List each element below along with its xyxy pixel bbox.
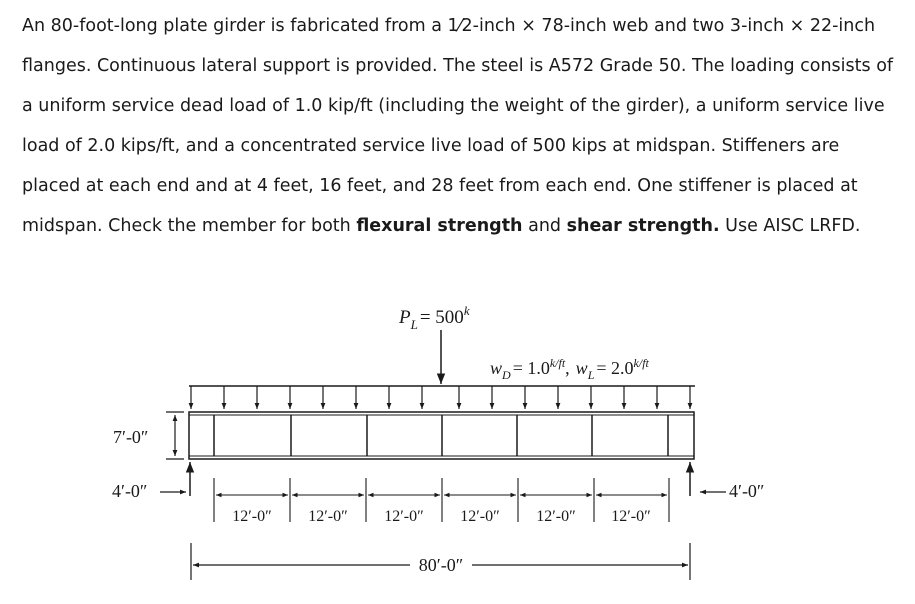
panel-label: 12′-0″: [536, 508, 576, 525]
flexural-strength-emphasis: flexural strength: [356, 216, 523, 236]
panel-label: 12′-0″: [232, 508, 272, 525]
distributed-load-arrows: [189, 386, 695, 409]
panel-label: 12′-0″: [460, 508, 500, 525]
span-label: 80′-0″: [418, 555, 464, 575]
panel-label: 12′-0″: [308, 508, 348, 525]
shear-strength-emphasis: shear strength.: [566, 216, 720, 236]
point-load-label: $P_L = 500^k$: [399, 303, 470, 332]
panel-dimension-lines: [214, 478, 669, 522]
problem-text-2: and: [522, 216, 567, 236]
girder-elevation: [189, 412, 694, 459]
right-end-distance-label: 4′-0″: [729, 481, 765, 501]
problem-text-3: Use AISC LRFD.: [719, 216, 861, 236]
problem-text-1: An 80-foot-long plate girder is fabricated from a 1⁄2-inch × 78-inch web and two 3-inch × 22-inch flanges. Continuous lateral support is provided. The steel is A572 Grade 50. The loading consists of a uniform service dead load of 1.0 kip/ft (including the weight of the girder), a uniform service live load of 2.0 kips/ft, and a concentrated service live load of 500 kips at midspan. Stiffeners are placed at each end and at 4 feet, 16 feet, and 28 feet from each end. One stiffener is placed at midspan. Check the member for both: [22, 16, 894, 236]
depth-dimension: [166, 412, 184, 459]
panel-label: 12′-0″: [611, 508, 651, 525]
left-end-distance-label: 4′-0″: [112, 481, 148, 501]
panel-label: 12′-0″: [384, 508, 424, 525]
distributed-load-label: $w_D = 1.0^{k/ft}$, $w_L = 2.0^{k/ft}$: [490, 356, 649, 382]
depth-label: 7′-0″: [113, 427, 149, 447]
